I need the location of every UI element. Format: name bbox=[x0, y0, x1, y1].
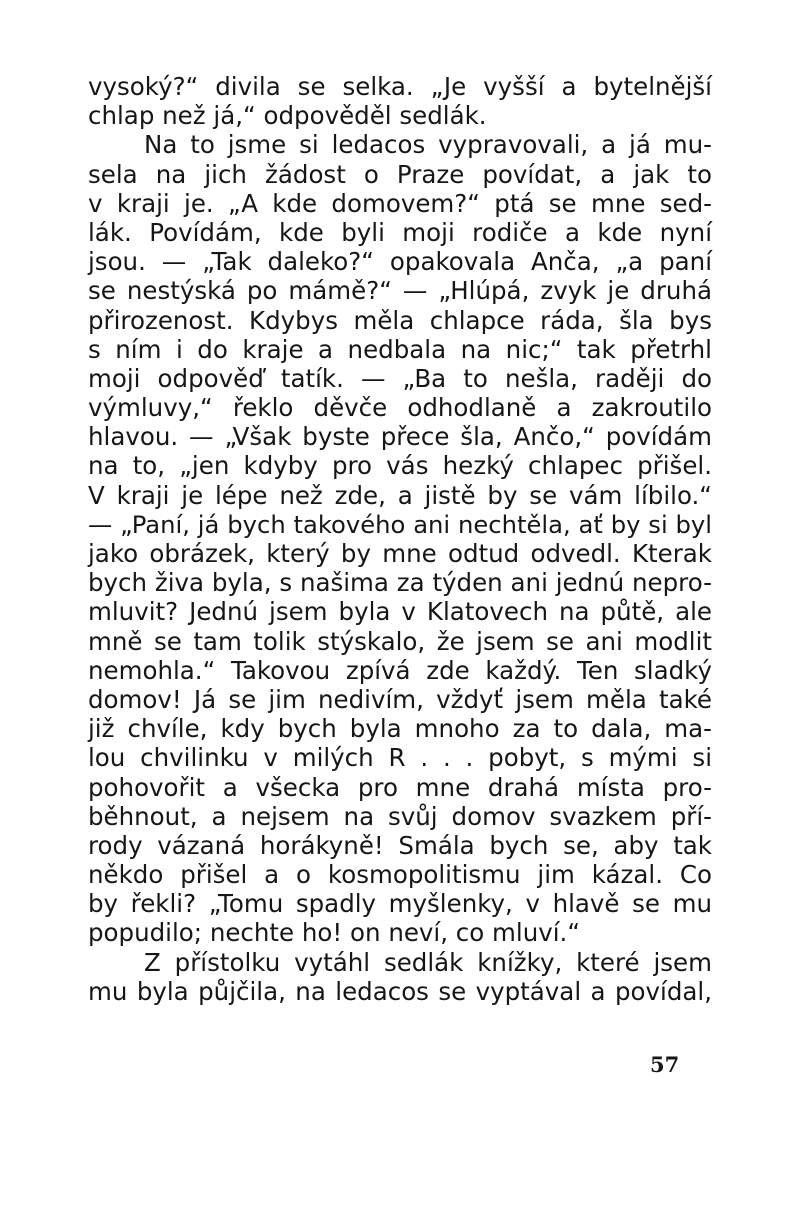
text-line: domov! Já se jim nedivím, vždyť jsem měla také bbox=[88, 684, 712, 714]
text-line: vysoký?“ divila se selka. „Je vyšší a bytelnější bbox=[88, 72, 712, 101]
text-line: na to, „jen kdyby pro vás hezký chlapec přišel. bbox=[88, 451, 712, 481]
text-line: V kraji je lépe než zde, a jistě by se vám líbilo.“ bbox=[88, 480, 712, 510]
text-line: lák. Povídám, kde byli moji rodiče a kde nyní bbox=[88, 217, 712, 247]
text-line: moji odpověď tatík. — „Ba to nešla, raději do bbox=[88, 363, 712, 393]
text-line: rody vázaná horákyně! Smála bych se, aby tak bbox=[88, 830, 712, 860]
text-line: mu byla půjčila, na ledacos se vyptával a povídal, bbox=[88, 976, 712, 1006]
text-line: Z přístolku vytáhl sedlák knížky, které jsem bbox=[144, 947, 712, 977]
text-line: s ním i do kraje a nedbala na nic;“ tak přetrhl bbox=[88, 334, 712, 364]
page-number: 57 bbox=[650, 1052, 680, 1077]
text-line: běhnout, a nejsem na svůj domov svazkem pří- bbox=[88, 801, 712, 831]
text-line: chlap než já,“ odpověděl sedlák. bbox=[88, 101, 487, 131]
text-line: by řekli? „Tomu spadly myšlenky, v hlavě se mu bbox=[88, 889, 712, 919]
text-line: lou chvilinku v milých R . . . pobyt, s mými si bbox=[88, 743, 712, 773]
text-line: popudilo; nechte ho! on neví, co mluví.“ bbox=[88, 918, 581, 948]
text-line: někdo přišel a o kosmopolitismu jim kázal. Co bbox=[88, 860, 712, 890]
text-line: Na to jsme si ledacos vypravovali, a já mu- bbox=[144, 130, 712, 160]
text-line: jako obrázek, který by mne odtud odvedl. Kterak bbox=[88, 539, 712, 568]
text-line: mluvit? Jednú jsem byla v Klatovech na půtě, ale bbox=[88, 597, 712, 627]
text-line: mně se tam tolik stýskalo, že jsem se ani modlit bbox=[88, 626, 712, 656]
text-line: přirozenost. Kdybys měla chlapce ráda, šla bys bbox=[88, 305, 712, 335]
text-line: pohovořit a všecka pro mne drahá místa pro- bbox=[88, 772, 712, 802]
text-line: výmluvy,“ řeklo děvče odhodlaně a zakroutilo bbox=[88, 393, 712, 423]
text-line: sela na jich žádost o Praze povídat, a jak to bbox=[88, 159, 712, 189]
text-line: již chvíle, kdy bych byla mnoho za to dala, ma- bbox=[88, 714, 712, 744]
text-line: hlavou. — „Však byste přece šla, Ančo,“ povídám bbox=[88, 422, 712, 452]
text-line: jsou. — „Tak daleko?“ opakovala Anča, „a paní bbox=[88, 247, 712, 277]
text-line: nemohla.“ Takovou zpívá zde každý. Ten sladký bbox=[88, 655, 712, 685]
text-line: bych živa byla, s našima za týden ani jednú nepro- bbox=[88, 568, 712, 598]
text-line: se nestýská po mámě?“ — „Hlúpá, zvyk je druhá bbox=[88, 276, 712, 306]
text-line: v kraji je. „A kde domovem?“ ptá se mne sed- bbox=[88, 188, 712, 218]
body-text bbox=[88, 72, 712, 1006]
text-line: — „Paní, já bych takového ani nechtěla, ať by si byl bbox=[88, 509, 712, 539]
